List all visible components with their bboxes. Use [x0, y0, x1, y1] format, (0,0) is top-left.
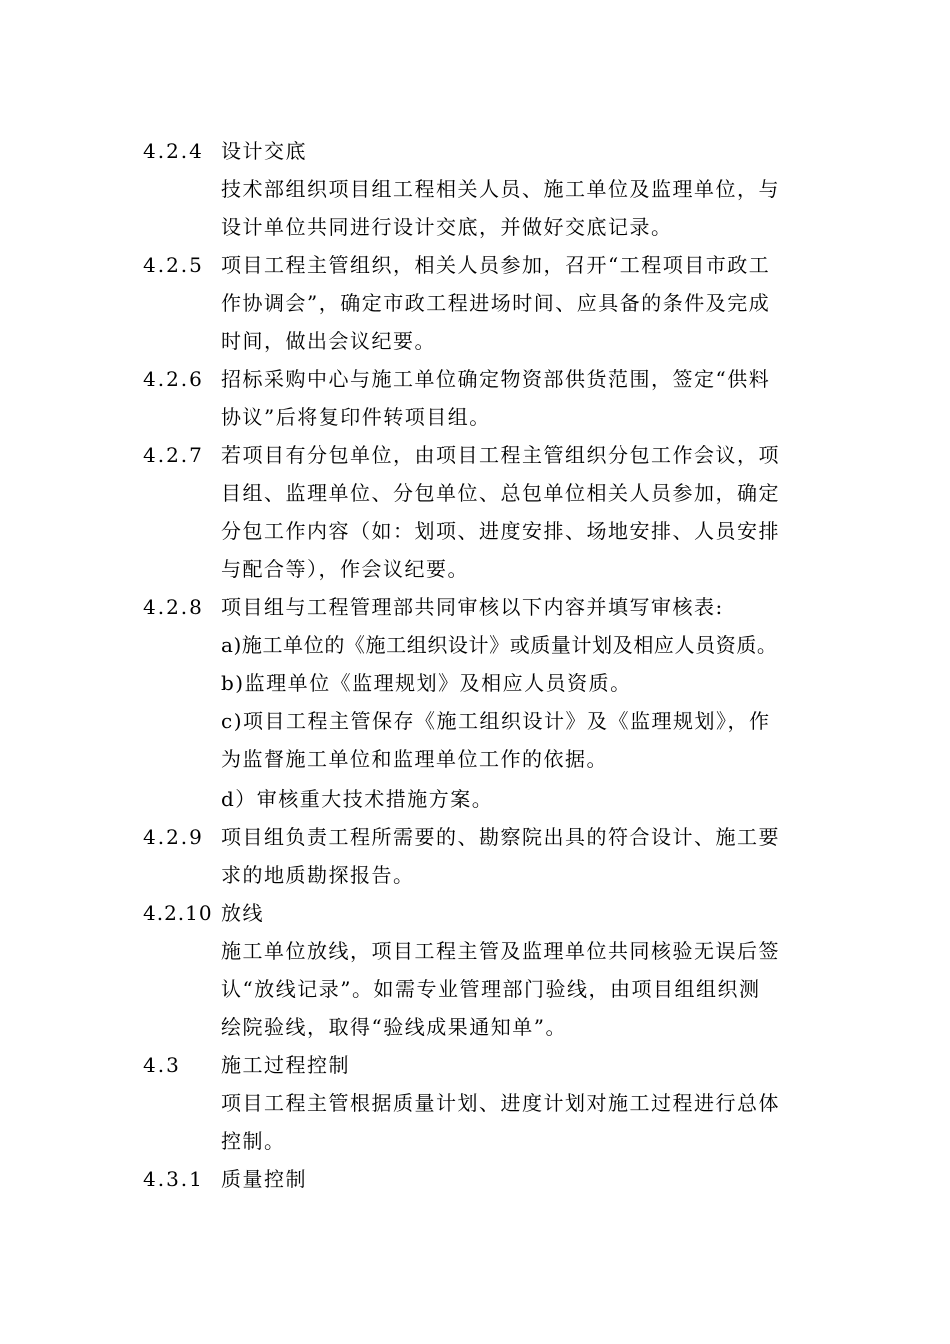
section-heading: 施工过程控制 — [221, 1053, 350, 1077]
section-number: 4.2.5 — [143, 253, 204, 277]
section-number: 4.2.7 — [143, 443, 204, 467]
paragraph-line: 项目工程主管组织，相关人员参加，召开“工程项目市政工 — [221, 253, 771, 277]
section-number: 4.3 — [143, 1053, 181, 1077]
section-number: 4.2.8 — [143, 595, 204, 619]
paragraph-line: 绘院验线，取得“验线成果通知单”。 — [221, 1015, 567, 1039]
section-number: 4.2.10 — [143, 901, 213, 925]
paragraph-line: 认“放线记录”。如需专业管理部门验线，由项目组组织测 — [221, 977, 761, 1001]
paragraph-line: 项目工程主管根据质量计划、进度计划对施工过程进行总体 — [221, 1091, 780, 1115]
section-number: 4.2.6 — [143, 367, 204, 391]
paragraph-line: 设计单位共同进行设计交底，并做好交底记录。 — [221, 215, 673, 239]
section-number: 4.3.1 — [143, 1167, 204, 1191]
section-heading: 质量控制 — [221, 1167, 307, 1191]
paragraph-line: 项目组与工程管理部共同审核以下内容并填写审核表: — [221, 595, 724, 619]
paragraph-line: 控制。 — [221, 1129, 286, 1153]
paragraph-line: 协议”后将复印件转项目组。 — [221, 405, 491, 429]
list-item: 为监督施工单位和监理单位工作的依据。 — [221, 747, 608, 771]
list-item: d）审核重大技术措施方案。 — [221, 787, 494, 811]
paragraph-line: 目组、监理单位、分包单位、总包单位相关人员参加，确定 — [221, 481, 780, 505]
section-heading: 设计交底 — [221, 139, 307, 163]
paragraph-line: 作协调会”，确定市政工程进场时间、应具备的条件及完成 — [221, 291, 771, 315]
paragraph-line: 求的地质勘探报告。 — [221, 863, 415, 887]
paragraph-line: 与配合等），作会议纪要。 — [221, 557, 469, 581]
paragraph-line: 时间，做出会议纪要。 — [221, 329, 436, 353]
paragraph-line: 施工单位放线，项目工程主管及监理单位共同核验无误后签 — [221, 939, 780, 963]
paragraph-line: 招标采购中心与施工单位确定物资部供货范围，签定“供料 — [221, 367, 771, 391]
list-item: a)施工单位的《施工组织设计》或质量计划及相应人员资质。 — [221, 633, 778, 657]
paragraph-line: 技术部组织项目组工程相关人员、施工单位及监理单位，与 — [221, 177, 780, 201]
section-heading: 放线 — [221, 901, 264, 925]
section-number: 4.2.9 — [143, 825, 204, 849]
section-number: 4.2.4 — [143, 139, 204, 163]
paragraph-line: 分包工作内容（如：划项、进度安排、场地安排、人员安排 — [221, 519, 780, 543]
paragraph-line: 项目组负责工程所需要的、勘察院出具的符合设计、施工要 — [221, 825, 780, 849]
list-item: c)项目工程主管保存《施工组织设计》及《监理规划》，作 — [221, 709, 771, 733]
paragraph-line: 若项目有分包单位，由项目工程主管组织分包工作会议，项 — [221, 443, 780, 467]
list-item: b)监理单位《监理规划》及相应人员资质。 — [221, 671, 632, 695]
